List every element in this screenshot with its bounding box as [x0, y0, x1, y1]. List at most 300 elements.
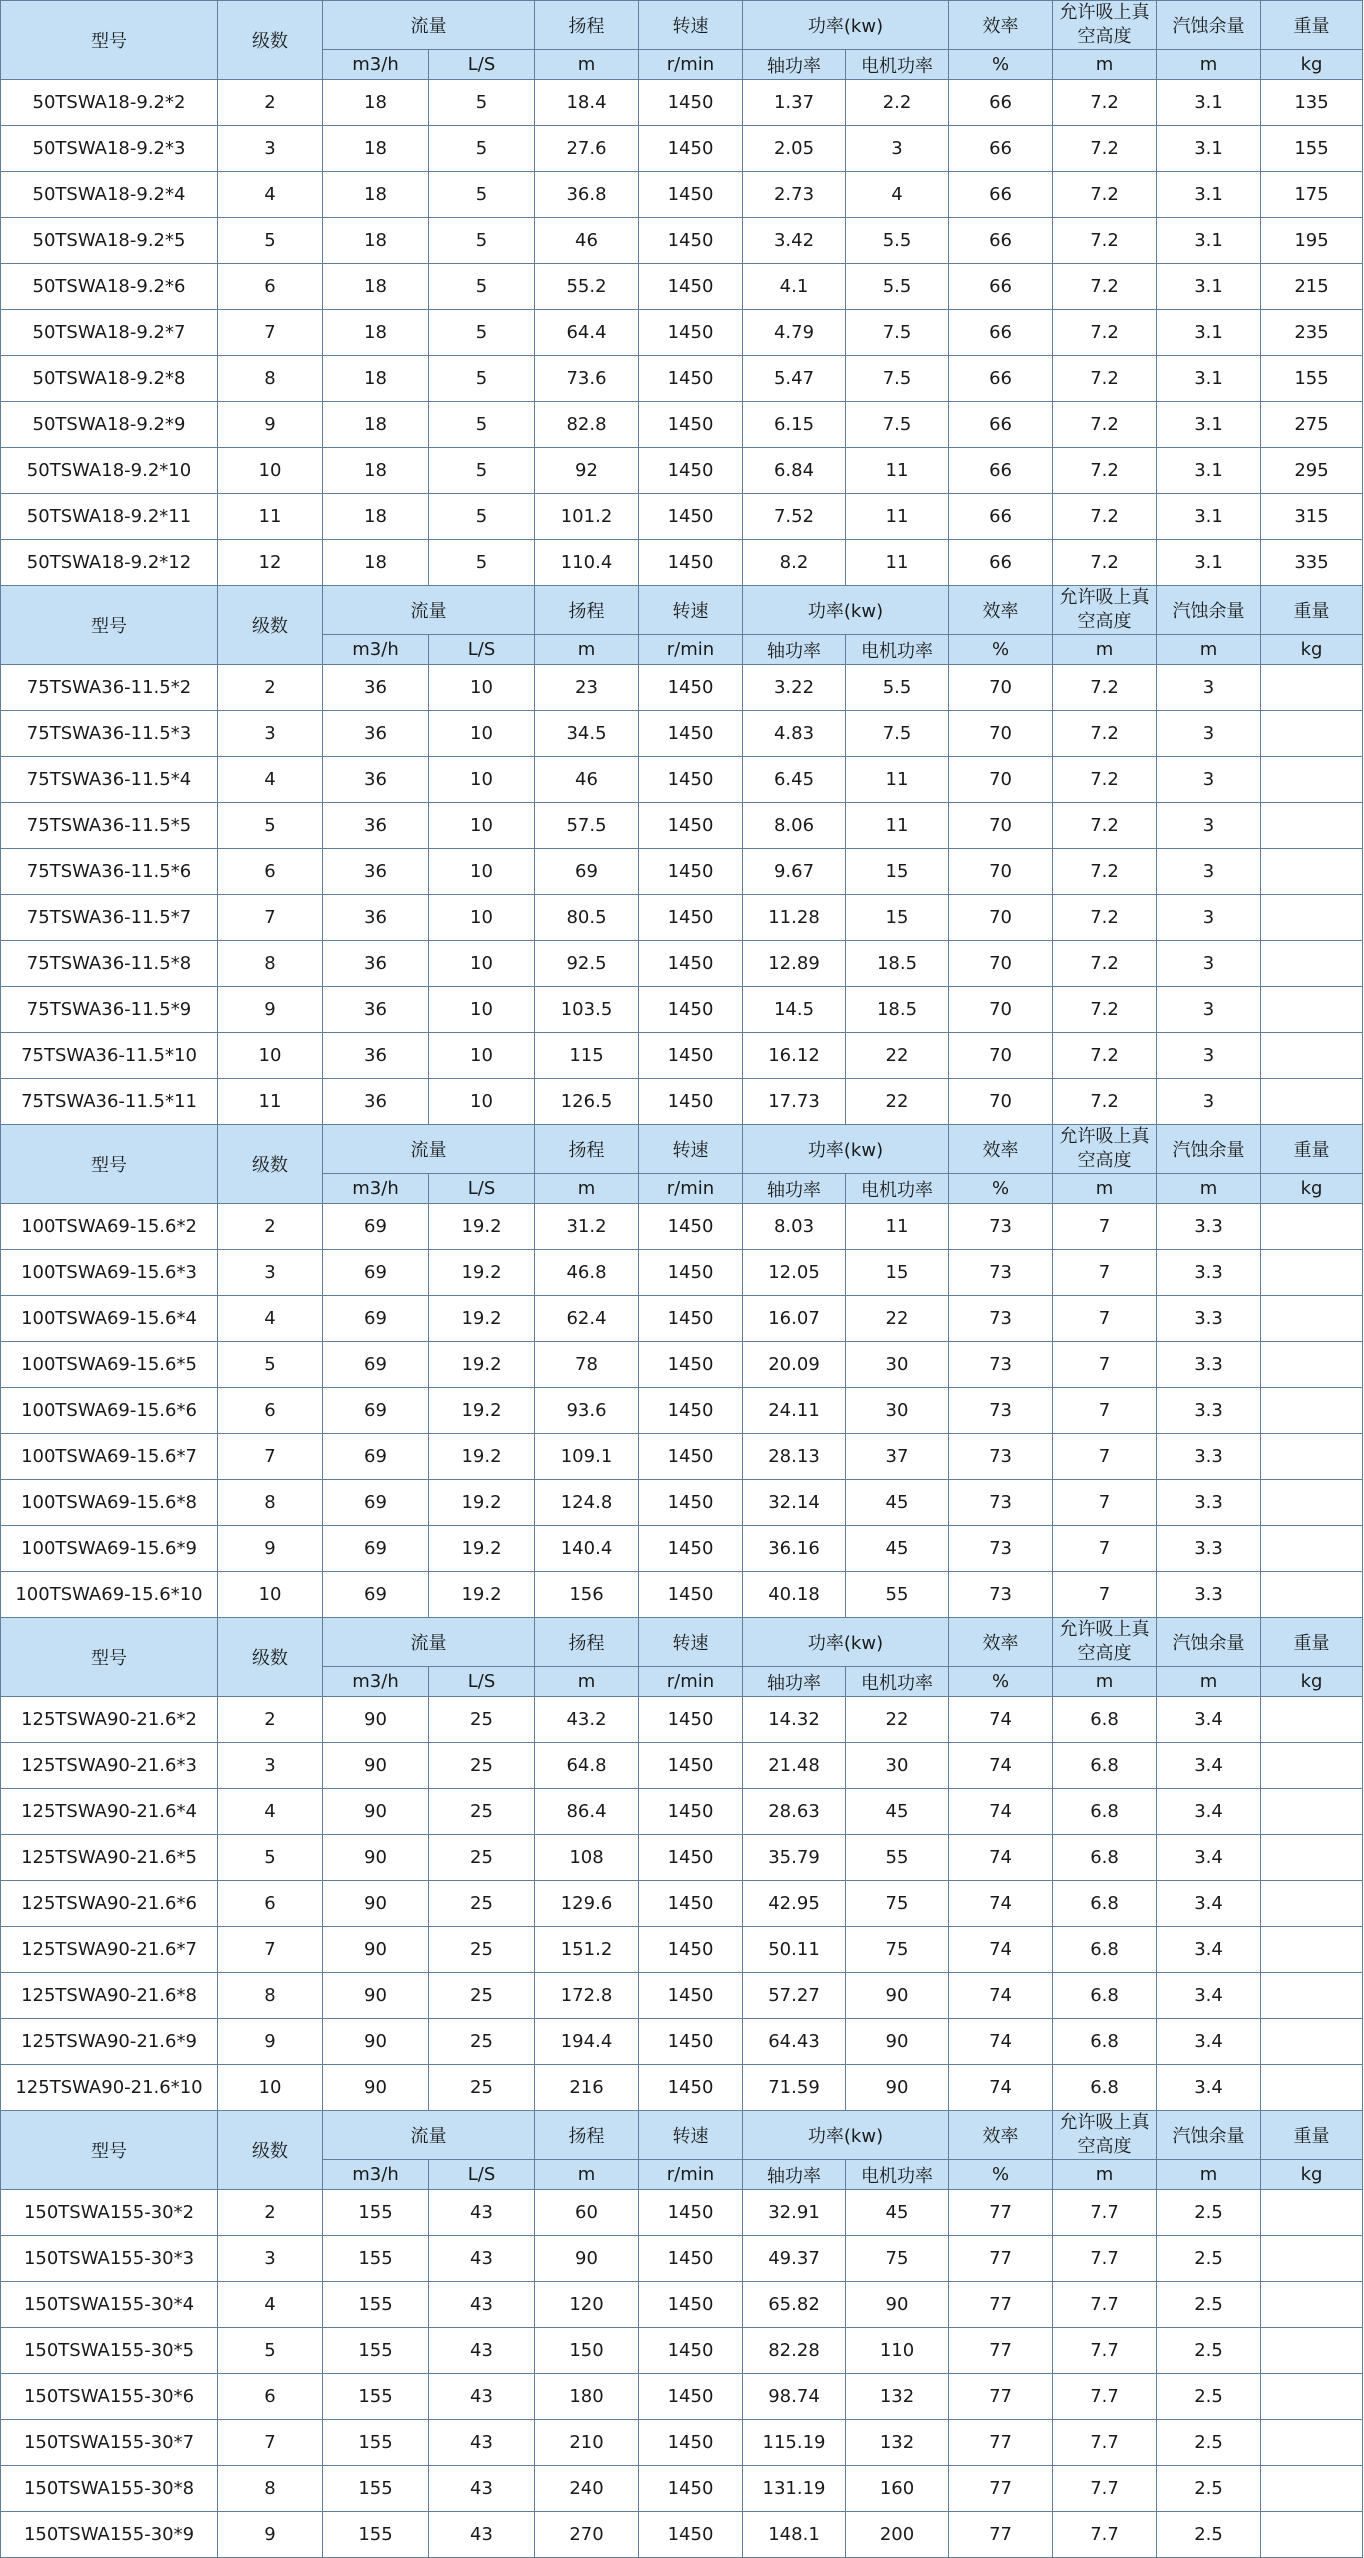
cell-efficiency: 73: [949, 1250, 1053, 1296]
cell-shaft-power: 71.59: [743, 2065, 846, 2111]
cell-motor-power: 45: [846, 2190, 949, 2236]
header-speed: 转速: [639, 1, 743, 50]
cell-speed: 1450: [639, 356, 743, 402]
unit-flow-m3h: m3/h: [323, 50, 429, 80]
cell-npsh: 3.3: [1157, 1388, 1261, 1434]
cell-efficiency: 70: [949, 665, 1053, 711]
cell-flow-m3h: 90: [323, 1881, 429, 1927]
cell-efficiency: 77: [949, 2374, 1053, 2420]
cell-efficiency: 77: [949, 2328, 1053, 2374]
unit-head-m: m: [535, 50, 639, 80]
cell-motor-power: 200: [846, 2512, 949, 2558]
cell-shaft-power: 40.18: [743, 1572, 846, 1618]
cell-head: 55.2: [535, 264, 639, 310]
cell-model: 75TSWA36-11.5*6: [1, 849, 218, 895]
cell-shaft-power: 5.47: [743, 356, 846, 402]
cell-speed: 1450: [639, 1743, 743, 1789]
table-row: [1, 172, 1363, 218]
cell-head: 156: [535, 1572, 639, 1618]
cell-flow-m3h: 155: [323, 2512, 429, 2558]
cell-weight: [1261, 1743, 1363, 1789]
cell-npsh: 2.5: [1157, 2282, 1261, 2328]
cell-motor-power: 90: [846, 2019, 949, 2065]
cell-weight: [1261, 2420, 1363, 2466]
cell-stages: 11: [218, 494, 323, 540]
cell-efficiency: 70: [949, 849, 1053, 895]
cell-weight: [1261, 1881, 1363, 1927]
cell-shaft-power: 14.32: [743, 1697, 846, 1743]
cell-shaft-power: 12.05: [743, 1250, 846, 1296]
cell-npsh: 3: [1157, 987, 1261, 1033]
cell-motor-power: 160: [846, 2466, 949, 2512]
cell-flow-m3h: 18: [323, 218, 429, 264]
cell-weight: [1261, 1697, 1363, 1743]
cell-flow-m3h: 69: [323, 1296, 429, 1342]
table-row: [1, 2374, 1363, 2420]
cell-speed: 1450: [639, 540, 743, 586]
cell-speed: 1450: [639, 1789, 743, 1835]
cell-model: 75TSWA36-11.5*10: [1, 1033, 218, 1079]
cell-suction-height: 6.8: [1053, 1973, 1157, 2019]
cell-shaft-power: 36.16: [743, 1526, 846, 1572]
table-row: [1, 1697, 1363, 1743]
cell-weight: [1261, 2466, 1363, 2512]
cell-suction-height: 7: [1053, 1388, 1157, 1434]
cell-shaft-power: 21.48: [743, 1743, 846, 1789]
cell-speed: 1450: [639, 2466, 743, 2512]
cell-efficiency: 77: [949, 2420, 1053, 2466]
cell-stages: 4: [218, 1296, 323, 1342]
cell-weight: [1261, 1296, 1363, 1342]
cell-speed: 1450: [639, 757, 743, 803]
header-flow: 流量: [323, 2111, 535, 2160]
cell-motor-power: 7.5: [846, 402, 949, 448]
cell-flow-ls: 43: [429, 2512, 535, 2558]
cell-suction-height: 7.2: [1053, 448, 1157, 494]
table-row: [1, 2190, 1363, 2236]
cell-flow-ls: 10: [429, 941, 535, 987]
table-body: [1, 1, 1363, 2558]
unit-flow-ls: L/S: [429, 1667, 535, 1697]
cell-speed: 1450: [639, 895, 743, 941]
header-flow: 流量: [323, 1618, 535, 1667]
cell-flow-m3h: 155: [323, 2328, 429, 2374]
cell-motor-power: 7.5: [846, 711, 949, 757]
cell-flow-ls: 10: [429, 895, 535, 941]
cell-flow-m3h: 155: [323, 2374, 429, 2420]
cell-motor-power: 132: [846, 2374, 949, 2420]
unit-efficiency-pct: %: [949, 1174, 1053, 1204]
cell-suction-height: 7.2: [1053, 310, 1157, 356]
cell-efficiency: 73: [949, 1388, 1053, 1434]
cell-speed: 1450: [639, 218, 743, 264]
cell-stages: 4: [218, 172, 323, 218]
cell-stages: 10: [218, 1033, 323, 1079]
unit-flow-ls: L/S: [429, 635, 535, 665]
cell-head: 115: [535, 1033, 639, 1079]
cell-speed: 1450: [639, 172, 743, 218]
cell-suction-height: 7.2: [1053, 80, 1157, 126]
header-efficiency: 效率: [949, 1, 1053, 50]
unit-head-m: m: [535, 635, 639, 665]
header-power: 功率(kw): [743, 586, 949, 635]
cell-stages: 12: [218, 540, 323, 586]
cell-npsh: 3.1: [1157, 494, 1261, 540]
cell-motor-power: 5.5: [846, 218, 949, 264]
cell-motor-power: 75: [846, 1927, 949, 1973]
cell-efficiency: 70: [949, 895, 1053, 941]
cell-suction-height: 7.2: [1053, 895, 1157, 941]
cell-flow-ls: 19.2: [429, 1572, 535, 1618]
cell-motor-power: 11: [846, 448, 949, 494]
cell-stages: 4: [218, 2282, 323, 2328]
cell-shaft-power: 32.14: [743, 1480, 846, 1526]
cell-flow-ls: 19.2: [429, 1296, 535, 1342]
header-speed: 转速: [639, 586, 743, 635]
cell-head: 27.6: [535, 126, 639, 172]
header-weight: 重量: [1261, 1618, 1363, 1667]
cell-speed: 1450: [639, 1697, 743, 1743]
cell-flow-ls: 19.2: [429, 1480, 535, 1526]
table-row: [1, 1526, 1363, 1572]
header-shaft-power: 轴功率: [743, 2160, 846, 2190]
cell-flow-ls: 10: [429, 665, 535, 711]
cell-model: 125TSWA90-21.6*6: [1, 1881, 218, 1927]
cell-flow-m3h: 90: [323, 2019, 429, 2065]
cell-motor-power: 90: [846, 2282, 949, 2328]
table-row: [1, 310, 1363, 356]
cell-motor-power: 22: [846, 1697, 949, 1743]
table-row: [1, 1079, 1363, 1125]
cell-flow-m3h: 36: [323, 849, 429, 895]
cell-efficiency: 74: [949, 1789, 1053, 1835]
header-row-primary: [1, 2111, 1363, 2160]
cell-stages: 7: [218, 895, 323, 941]
cell-flow-m3h: 36: [323, 803, 429, 849]
cell-suction-height: 7.7: [1053, 2328, 1157, 2374]
cell-model: 100TSWA69-15.6*6: [1, 1388, 218, 1434]
cell-stages: 9: [218, 1526, 323, 1572]
cell-flow-m3h: 18: [323, 126, 429, 172]
cell-stages: 3: [218, 1250, 323, 1296]
cell-stages: 2: [218, 1697, 323, 1743]
cell-stages: 2: [218, 1204, 323, 1250]
cell-stages: 6: [218, 1881, 323, 1927]
table-row: [1, 448, 1363, 494]
unit-suction-m: m: [1053, 1174, 1157, 1204]
cell-motor-power: 15: [846, 895, 949, 941]
cell-motor-power: 11: [846, 757, 949, 803]
table-row: [1, 1835, 1363, 1881]
unit-speed-rpm: r/min: [639, 1174, 743, 1204]
cell-flow-m3h: 155: [323, 2236, 429, 2282]
header-speed: 转速: [639, 1618, 743, 1667]
cell-npsh: 2.5: [1157, 2374, 1261, 2420]
cell-head: 64.8: [535, 1743, 639, 1789]
cell-head: 92: [535, 448, 639, 494]
header-weight: 重量: [1261, 1125, 1363, 1174]
cell-flow-ls: 10: [429, 711, 535, 757]
cell-flow-ls: 5: [429, 172, 535, 218]
cell-speed: 1450: [639, 2374, 743, 2420]
cell-npsh: 3.3: [1157, 1296, 1261, 1342]
cell-suction-height: 7.2: [1053, 172, 1157, 218]
cell-npsh: 3.4: [1157, 1927, 1261, 1973]
cell-head: 103.5: [535, 987, 639, 1033]
cell-weight: [1261, 1789, 1363, 1835]
cell-head: 216: [535, 2065, 639, 2111]
cell-weight: 275: [1261, 402, 1363, 448]
cell-suction-height: 7.7: [1053, 2374, 1157, 2420]
cell-model: 125TSWA90-21.6*8: [1, 1973, 218, 2019]
cell-npsh: 3.3: [1157, 1434, 1261, 1480]
header-head: 扬程: [535, 1125, 639, 1174]
cell-npsh: 3.1: [1157, 310, 1261, 356]
cell-flow-m3h: 90: [323, 1835, 429, 1881]
table-row: [1, 1743, 1363, 1789]
header-stages: 级数: [218, 586, 323, 665]
cell-stages: 7: [218, 2420, 323, 2466]
cell-efficiency: 66: [949, 172, 1053, 218]
cell-shaft-power: 20.09: [743, 1342, 846, 1388]
cell-model: 50TSWA18-9.2*4: [1, 172, 218, 218]
cell-weight: 175: [1261, 172, 1363, 218]
table-row: [1, 803, 1363, 849]
cell-motor-power: 4: [846, 172, 949, 218]
cell-flow-m3h: 18: [323, 448, 429, 494]
cell-model: 50TSWA18-9.2*7: [1, 310, 218, 356]
cell-npsh: 2.5: [1157, 2466, 1261, 2512]
cell-npsh: 3.1: [1157, 218, 1261, 264]
header-row-primary: [1, 1125, 1363, 1174]
header-head: 扬程: [535, 1618, 639, 1667]
cell-flow-m3h: 18: [323, 356, 429, 402]
cell-npsh: 3.1: [1157, 126, 1261, 172]
cell-npsh: 3.4: [1157, 2065, 1261, 2111]
cell-head: 150: [535, 2328, 639, 2374]
cell-flow-ls: 19.2: [429, 1526, 535, 1572]
cell-npsh: 3.1: [1157, 540, 1261, 586]
cell-shaft-power: 65.82: [743, 2282, 846, 2328]
cell-shaft-power: 9.67: [743, 849, 846, 895]
cell-suction-height: 7: [1053, 1342, 1157, 1388]
cell-weight: [1261, 1079, 1363, 1125]
cell-efficiency: 74: [949, 1743, 1053, 1789]
unit-flow-m3h: m3/h: [323, 635, 429, 665]
cell-head: 46.8: [535, 1250, 639, 1296]
cell-weight: [1261, 1927, 1363, 1973]
cell-efficiency: 74: [949, 1927, 1053, 1973]
cell-head: 46: [535, 757, 639, 803]
cell-npsh: 2.5: [1157, 2328, 1261, 2374]
cell-efficiency: 66: [949, 80, 1053, 126]
cell-shaft-power: 4.83: [743, 711, 846, 757]
unit-weight-kg: kg: [1261, 2160, 1363, 2190]
cell-weight: [1261, 711, 1363, 757]
cell-speed: 1450: [639, 1480, 743, 1526]
cell-speed: 1450: [639, 402, 743, 448]
table-row: [1, 402, 1363, 448]
cell-weight: 315: [1261, 494, 1363, 540]
cell-model: 150TSWA155-30*2: [1, 2190, 218, 2236]
cell-flow-ls: 43: [429, 2466, 535, 2512]
cell-model: 75TSWA36-11.5*7: [1, 895, 218, 941]
table-row: [1, 665, 1363, 711]
cell-npsh: 3.3: [1157, 1250, 1261, 1296]
header-weight: 重量: [1261, 2111, 1363, 2160]
cell-model: 125TSWA90-21.6*3: [1, 1743, 218, 1789]
cell-flow-ls: 5: [429, 402, 535, 448]
cell-speed: 1450: [639, 1572, 743, 1618]
cell-shaft-power: 8.03: [743, 1204, 846, 1250]
cell-weight: [1261, 941, 1363, 987]
cell-speed: 1450: [639, 2328, 743, 2374]
unit-flow-m3h: m3/h: [323, 1667, 429, 1697]
cell-stages: 3: [218, 126, 323, 172]
unit-npsh-m: m: [1157, 2160, 1261, 2190]
table-row: [1, 1881, 1363, 1927]
cell-model: 50TSWA18-9.2*10: [1, 448, 218, 494]
cell-flow-ls: 5: [429, 218, 535, 264]
table-row: [1, 1296, 1363, 1342]
cell-speed: 1450: [639, 1033, 743, 1079]
cell-suction-height: 7.2: [1053, 356, 1157, 402]
cell-model: 75TSWA36-11.5*4: [1, 757, 218, 803]
unit-head-m: m: [535, 2160, 639, 2190]
cell-suction-height: 7: [1053, 1480, 1157, 1526]
cell-weight: [1261, 1434, 1363, 1480]
cell-suction-height: 7: [1053, 1526, 1157, 1572]
cell-shaft-power: 14.5: [743, 987, 846, 1033]
table-row: [1, 80, 1363, 126]
cell-flow-m3h: 36: [323, 757, 429, 803]
cell-npsh: 3.1: [1157, 172, 1261, 218]
cell-efficiency: 77: [949, 2282, 1053, 2328]
cell-model: 125TSWA90-21.6*2: [1, 1697, 218, 1743]
cell-stages: 5: [218, 1835, 323, 1881]
unit-suction-m: m: [1053, 1667, 1157, 1697]
header-efficiency: 效率: [949, 1618, 1053, 1667]
cell-npsh: 3.3: [1157, 1342, 1261, 1388]
cell-head: 46: [535, 218, 639, 264]
cell-motor-power: 45: [846, 1480, 949, 1526]
table-row: [1, 540, 1363, 586]
cell-efficiency: 73: [949, 1204, 1053, 1250]
cell-head: 210: [535, 2420, 639, 2466]
cell-weight: 335: [1261, 540, 1363, 586]
cell-suction-height: 7: [1053, 1572, 1157, 1618]
cell-flow-ls: 25: [429, 1927, 535, 1973]
cell-head: 64.4: [535, 310, 639, 356]
cell-flow-ls: 43: [429, 2282, 535, 2328]
cell-weight: [1261, 2190, 1363, 2236]
header-head: 扬程: [535, 586, 639, 635]
table-row: [1, 757, 1363, 803]
header-shaft-power: 轴功率: [743, 1667, 846, 1697]
cell-motor-power: 11: [846, 494, 949, 540]
cell-weight: [1261, 849, 1363, 895]
cell-head: 108: [535, 1835, 639, 1881]
cell-weight: 295: [1261, 448, 1363, 494]
cell-speed: 1450: [639, 2282, 743, 2328]
cell-model: 100TSWA69-15.6*2: [1, 1204, 218, 1250]
header-speed: 转速: [639, 1125, 743, 1174]
cell-speed: 1450: [639, 2420, 743, 2466]
cell-weight: [1261, 1033, 1363, 1079]
cell-efficiency: 70: [949, 757, 1053, 803]
cell-suction-height: 6.8: [1053, 2065, 1157, 2111]
cell-motor-power: 30: [846, 1388, 949, 1434]
cell-flow-ls: 43: [429, 2420, 535, 2466]
cell-flow-ls: 10: [429, 849, 535, 895]
cell-motor-power: 55: [846, 1572, 949, 1618]
cell-suction-height: 7.7: [1053, 2236, 1157, 2282]
cell-npsh: 3.3: [1157, 1480, 1261, 1526]
cell-flow-m3h: 90: [323, 1743, 429, 1789]
cell-stages: 9: [218, 987, 323, 1033]
cell-shaft-power: 17.73: [743, 1079, 846, 1125]
cell-npsh: 3.4: [1157, 1743, 1261, 1789]
cell-motor-power: 2.2: [846, 80, 949, 126]
cell-speed: 1450: [639, 1835, 743, 1881]
header-head: 扬程: [535, 1, 639, 50]
header-efficiency: 效率: [949, 1125, 1053, 1174]
cell-motor-power: 3: [846, 126, 949, 172]
cell-efficiency: 66: [949, 494, 1053, 540]
header-weight: 重量: [1261, 1, 1363, 50]
cell-stages: 2: [218, 665, 323, 711]
table-row: [1, 2236, 1363, 2282]
cell-weight: [1261, 2328, 1363, 2374]
cell-stages: 9: [218, 2019, 323, 2065]
cell-efficiency: 70: [949, 1033, 1053, 1079]
cell-model: 125TSWA90-21.6*10: [1, 2065, 218, 2111]
cell-flow-ls: 43: [429, 2374, 535, 2420]
cell-shaft-power: 28.63: [743, 1789, 846, 1835]
cell-shaft-power: 3.22: [743, 665, 846, 711]
cell-head: 126.5: [535, 1079, 639, 1125]
cell-efficiency: 77: [949, 2512, 1053, 2558]
cell-npsh: 3: [1157, 1079, 1261, 1125]
cell-stages: 7: [218, 1434, 323, 1480]
unit-npsh-m: m: [1157, 1667, 1261, 1697]
cell-flow-m3h: 36: [323, 895, 429, 941]
cell-npsh: 3.4: [1157, 1881, 1261, 1927]
cell-model: 50TSWA18-9.2*6: [1, 264, 218, 310]
cell-flow-m3h: 36: [323, 987, 429, 1033]
cell-suction-height: 7.2: [1053, 987, 1157, 1033]
cell-efficiency: 74: [949, 2019, 1053, 2065]
cell-npsh: 3.3: [1157, 1204, 1261, 1250]
cell-flow-ls: 19.2: [429, 1250, 535, 1296]
unit-efficiency-pct: %: [949, 635, 1053, 665]
unit-efficiency-pct: %: [949, 2160, 1053, 2190]
cell-speed: 1450: [639, 1434, 743, 1480]
header-head: 扬程: [535, 2111, 639, 2160]
unit-efficiency-pct: %: [949, 1667, 1053, 1697]
cell-motor-power: 45: [846, 1526, 949, 1572]
cell-suction-height: 6.8: [1053, 1927, 1157, 1973]
header-stages: 级数: [218, 1618, 323, 1697]
cell-flow-ls: 10: [429, 757, 535, 803]
header-suction-height: 允许吸上真空高度: [1053, 1125, 1157, 1174]
table-row: [1, 941, 1363, 987]
header-motor-power: 电机功率: [846, 1174, 949, 1204]
cell-model: 150TSWA155-30*4: [1, 2282, 218, 2328]
cell-suction-height: 7.7: [1053, 2512, 1157, 2558]
cell-speed: 1450: [639, 1881, 743, 1927]
cell-flow-m3h: 90: [323, 2065, 429, 2111]
